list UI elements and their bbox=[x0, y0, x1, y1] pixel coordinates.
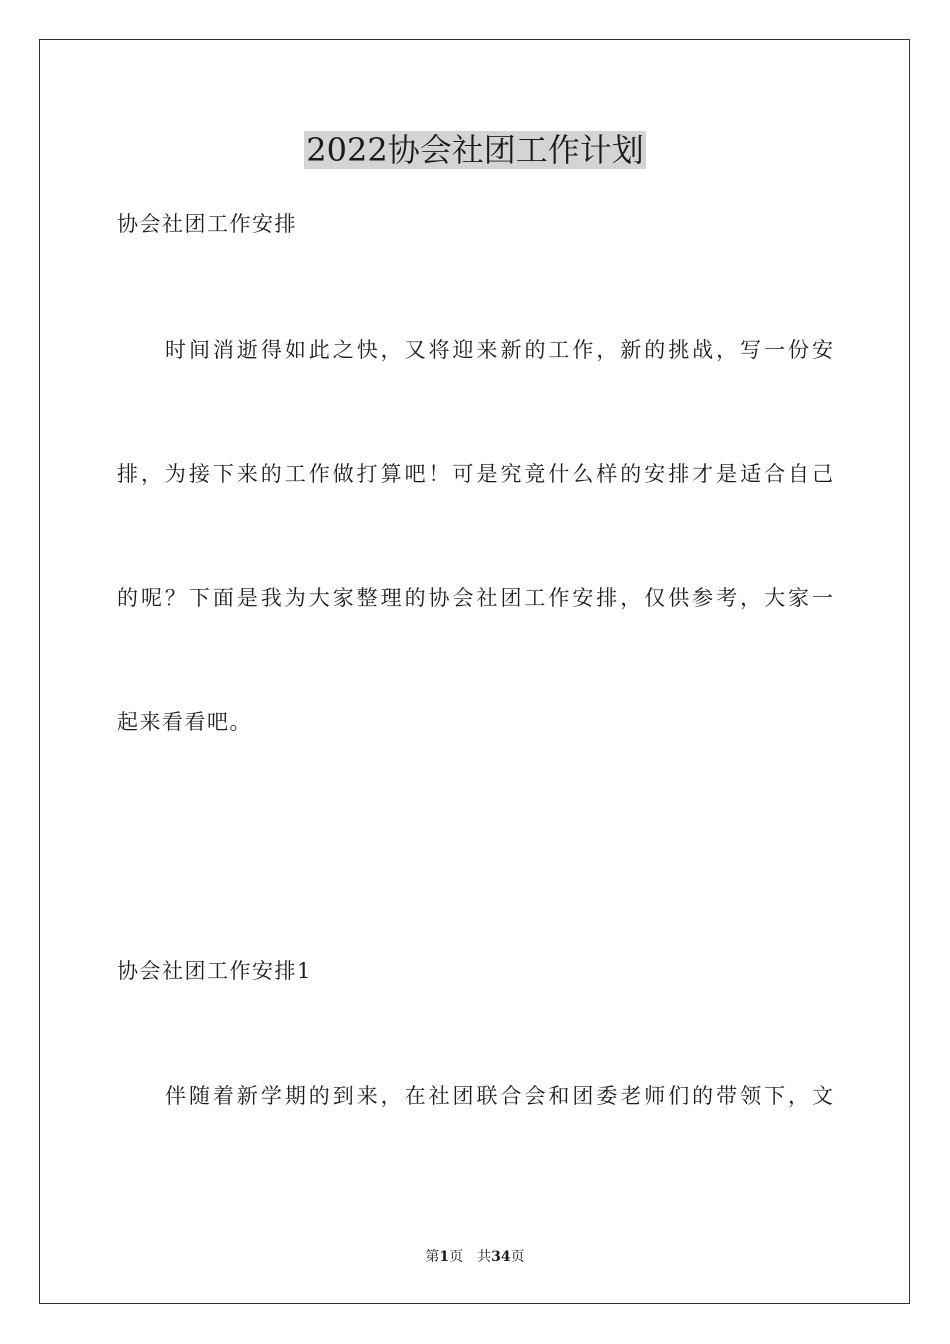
document-title bbox=[0, 128, 950, 172]
paragraph-line: 伴随着新学期的到来，在社团联合会和团委老师们的带领下，文 bbox=[165, 1084, 833, 1108]
section-heading: 协会社团工作安排1 bbox=[117, 959, 312, 983]
footer-mid: 页 共 bbox=[449, 1249, 492, 1265]
paragraph-line: 起来看看吧。 bbox=[117, 710, 252, 734]
paragraph-line: 时间消逝得如此之快，又将迎来新的工作，新的挑战，写一份安 bbox=[165, 338, 833, 362]
footer-total-pages: 34 bbox=[491, 1249, 511, 1265]
paragraph-line: 排，为接下来的工作做打算吧！可是究竟什么样的安排才是适合自己 bbox=[117, 462, 833, 486]
footer-prefix: 第 bbox=[425, 1249, 440, 1265]
footer-current-page: 1 bbox=[439, 1249, 450, 1265]
paragraph-line: 的呢？下面是我为大家整理的协会社团工作安排，仅供参考，大家一 bbox=[117, 586, 833, 610]
footer-suffix: 页 bbox=[510, 1249, 525, 1265]
section-heading: 协会社团工作安排 bbox=[117, 212, 297, 236]
page-footer bbox=[0, 1247, 950, 1267]
document-title-text: 2022协会社团工作计划 bbox=[306, 131, 644, 169]
